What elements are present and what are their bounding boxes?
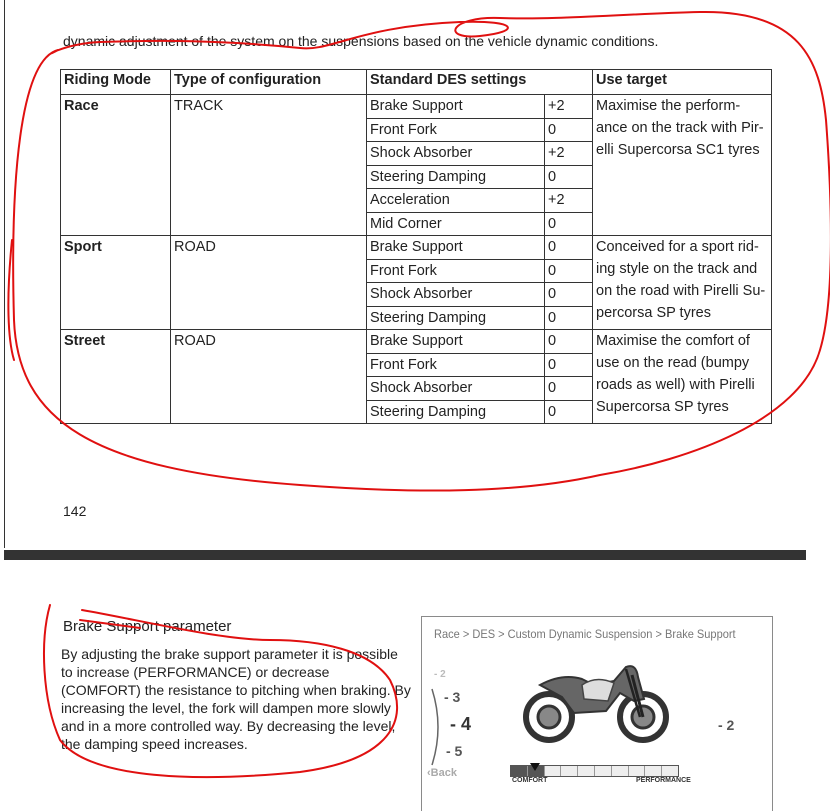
riding-mode-cell: Race [61,95,171,236]
setting-name-cell: Steering Damping [367,306,545,330]
gauge-segment [595,766,612,776]
setting-value-cell: +2 [545,95,593,119]
use-target-cell: Maximise the perform-ance on the track with Pir-elli Supercorsa SC1 tyres [593,95,772,236]
gauge-marker-icon [530,763,540,771]
breadcrumb: Race > DES > Custom Dynamic Suspension > Brake Support [434,627,736,641]
setting-name-cell: Front Fork [367,353,545,377]
gauge-segment [578,766,595,776]
setting-name-cell: Steering Damping [367,165,545,189]
setting-value-cell: 0 [545,330,593,354]
table-row [61,330,772,354]
table-header-row [61,70,772,95]
level-arc [422,687,442,767]
use-target-cell: Maximise the comfort of use on the read (bumpy roads as well) with Pirelli Supercorsa SP tyres [593,330,772,424]
setting-name-cell: Shock Absorber [367,283,545,307]
setting-name-cell: Acceleration [367,189,545,213]
setting-name-cell: Shock Absorber [367,377,545,401]
setting-value-cell: 0 [545,165,593,189]
motorcycle-icon [522,655,672,747]
setting-value-cell: 0 [545,353,593,377]
section-title: Brake Support parameter [63,618,232,635]
table-row [61,236,772,260]
setting-value-cell: +2 [545,189,593,213]
level-option[interactable]: - 2 [434,669,446,680]
setting-name-cell: Mid Corner [367,212,545,236]
page-number: 142 [63,503,87,519]
setting-value-cell: 0 [545,283,593,307]
setting-value-cell: 0 [545,212,593,236]
setting-name-cell: Brake Support [367,236,545,260]
intro-text: dynamic adjustment of the system on the suspensions based on the vehicle dynamic conditions. [63,33,659,49]
setting-value-cell: 0 [545,259,593,283]
setting-name-cell: Brake Support [367,95,545,119]
gauge-segment [511,766,528,776]
riding-mode-cell: Street [61,330,171,424]
config-cell: TRACK [171,95,367,236]
setting-name-cell: Shock Absorber [367,142,545,166]
gauge-segment [612,766,629,776]
gauge-segment [561,766,578,776]
level-option[interactable]: - 5 [446,743,463,759]
page-edge-line [4,0,5,548]
setting-value-cell: 0 [545,400,593,424]
setting-value-cell: 0 [545,306,593,330]
table-row [61,95,772,119]
setting-value-cell: 0 [545,236,593,260]
gauge-segment [545,766,562,776]
back-button[interactable]: ‹Back [427,767,457,779]
header-des-settings: Standard DES settings [367,70,593,95]
level-current[interactable]: - 4 [450,714,472,734]
gauge-segment [629,766,646,776]
use-target-cell: Conceived for a sport rid-ing style on the track and on the road with Pirelli Su-percorsa SP tyres [593,236,772,330]
setting-name-cell: Steering Damping [367,400,545,424]
gauge-segment [645,766,662,776]
config-cell: ROAD [171,236,367,330]
setting-value-cell: +2 [545,142,593,166]
page-divider [4,550,806,560]
section-body: By adjusting the brake support parameter it is possible to increase (PERFORMANCE) or decrease (COMFORT) the resistance to pitching when braking. By increasing the level, the fork will dampen more slowly and in a more controlled way. By decreasing the level, the damping speed increases. [61,646,411,752]
level-option[interactable]: - 3 [444,689,461,705]
setting-name-cell: Front Fork [367,118,545,142]
setting-name-cell: Front Fork [367,259,545,283]
header-config: Type of configuration [171,70,367,95]
riding-mode-cell: Sport [61,236,171,330]
setting-value-cell: 0 [545,118,593,142]
right-value: - 2 [718,717,735,733]
dashboard-display [421,616,773,811]
setting-value-cell: 0 [545,377,593,401]
gauge-label-performance: PERFORMANCE [636,777,691,784]
header-riding-mode: Riding Mode [61,70,171,95]
config-cell: ROAD [171,330,367,424]
gauge-label-comfort: COMFORT [512,777,548,784]
setting-name-cell: Brake Support [367,330,545,354]
header-use-target: Use target [593,70,772,95]
gauge-segment [662,766,678,776]
des-settings-table [60,69,772,424]
